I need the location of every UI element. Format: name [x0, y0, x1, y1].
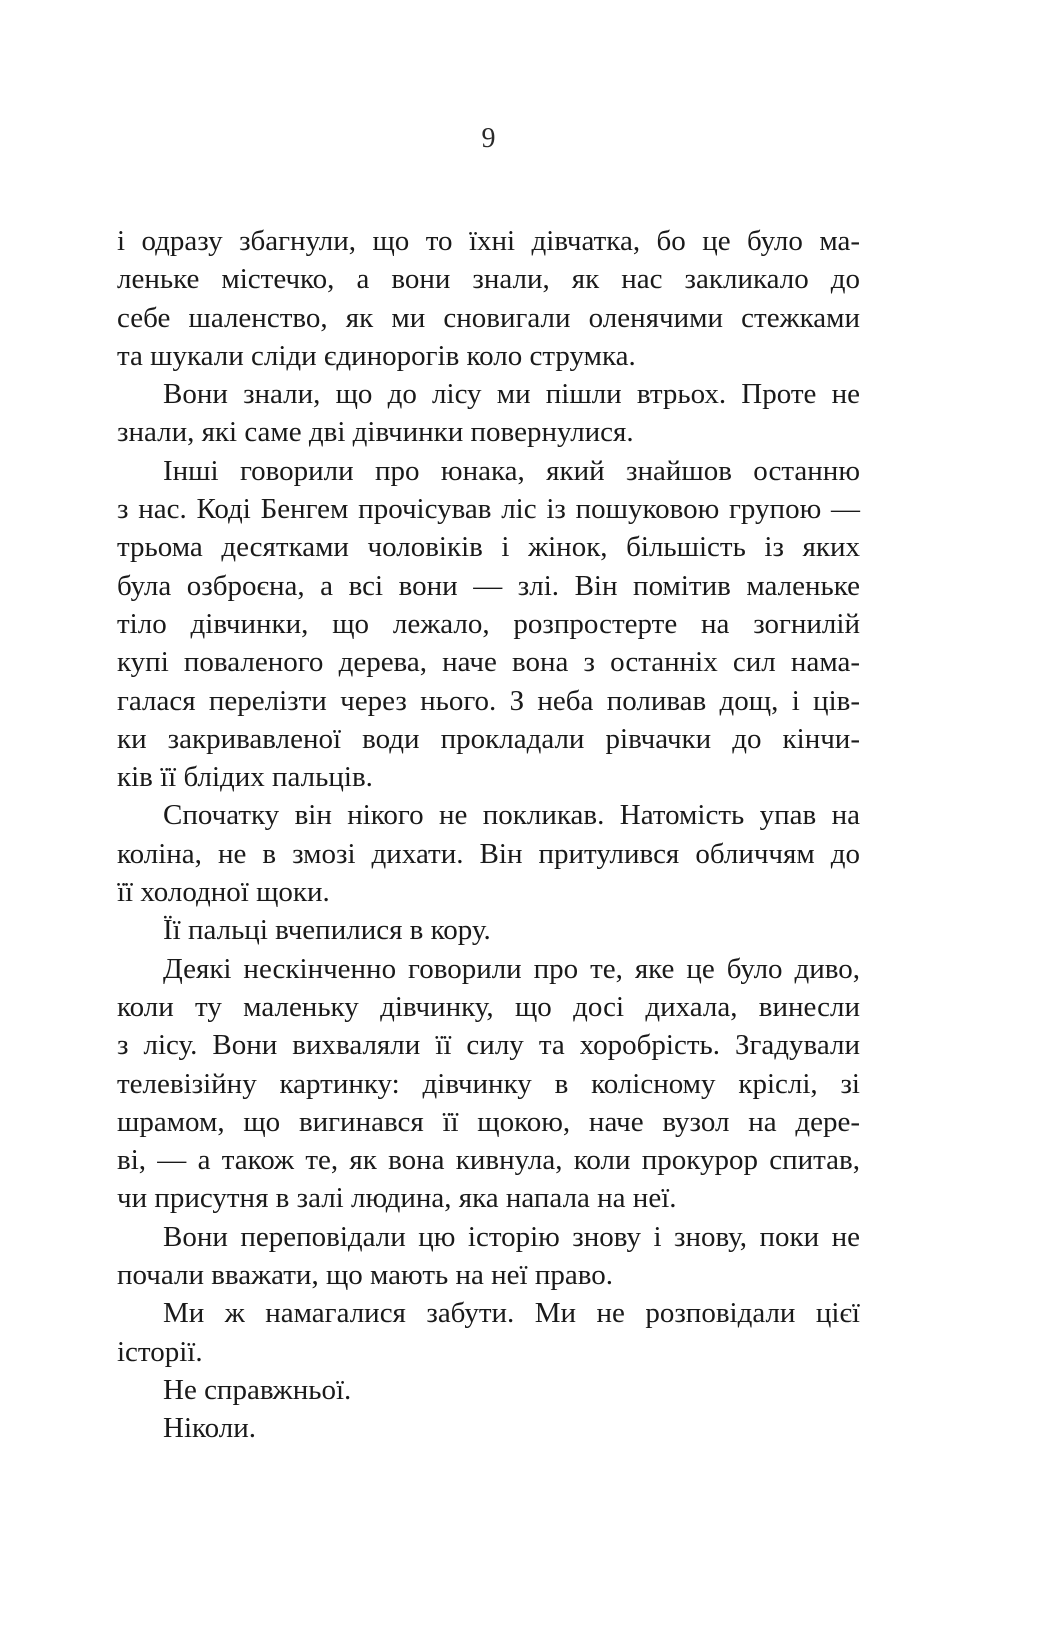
text-line: Інші говорили про юнака, який знайшов останню	[163, 454, 860, 487]
text-line: коли ту маленьку дівчинку, що досі дихала, винесли	[117, 990, 860, 1023]
text-line: Її пальці вчепилися в кору.	[163, 914, 491, 947]
text-line: Спочатку він нікого не покликав. Натомість упав на	[163, 799, 860, 832]
text-line: Вони переповідали цю історію знову і знову, поки не	[163, 1220, 860, 1253]
text-line: Ніколи.	[163, 1412, 256, 1445]
text-line: ки закривавленої води прокладали рівчачки до кінчи-	[117, 722, 860, 755]
text-line: знали, які саме дві дівчинки повернулися.	[117, 416, 634, 449]
text-line: тіло дівчинки, що лежало, розпростерте на зогнилій	[117, 607, 860, 640]
text-line: коліна, не в змозі дихати. Він притулився обличчям до	[117, 837, 860, 870]
text-line: ві, — а також те, як вона кивнула, коли прокурор спитав,	[117, 1144, 860, 1177]
text-line: леньке містечко, а вони знали, як нас закликало до	[117, 263, 860, 296]
text-line: Не справжньої.	[163, 1373, 352, 1406]
text-line: і одразу збагнули, що то їхні дівчатка, бо це було ма-	[117, 225, 860, 257]
text-line: купі поваленого дерева, наче вона з останніх сил нама-	[117, 646, 860, 679]
text-line: була озброєна, а всі вони — злі. Він помітив маленьке	[117, 569, 860, 602]
text-line: галася перелізти через нього. З неба поливав дощ, і ців-	[117, 684, 860, 717]
text-line: шрамом, що вигинався її щокою, наче вузол на дере-	[117, 1105, 860, 1138]
text-line: історії.	[117, 1335, 203, 1368]
text-line: Деякі нескінченно говорили про те, яке це було диво,	[163, 952, 860, 985]
text-line: та шукали сліди єдинорогів коло струмка.	[117, 339, 636, 372]
text-line: з нас. Коді Бенгем прочісував ліс із пошуковою групою —	[117, 493, 860, 526]
text-line: телевізійну картинку: дівчинку в колісному кріслі, зі	[117, 1067, 860, 1100]
text-line: Вони знали, що до лісу ми пішли втрьох. Проте не	[163, 378, 860, 411]
text-line: почали вважати, що мають на неї право.	[117, 1259, 613, 1292]
text-line: чи присутня в залі людина, яка напала на неї.	[117, 1182, 677, 1215]
text-line: Ми ж намагалися забути. Ми не розповідали цієї	[163, 1297, 860, 1330]
body-text	[117, 222, 860, 1448]
text-line: з лісу. Вони вихваляли її силу та хоробрість. Згадували	[117, 1029, 860, 1062]
text-line: себе шаленство, як ми сновигали оленячими стежками	[117, 301, 860, 334]
text-line: її холодної щоки.	[117, 876, 330, 909]
text-line: трьома десятками чоловіків і жінок, більшість із яких	[117, 531, 860, 564]
text-line: ків її блідих пальців.	[117, 761, 373, 794]
book-page	[117, 0, 860, 1630]
page-number: 9	[481, 123, 496, 154]
